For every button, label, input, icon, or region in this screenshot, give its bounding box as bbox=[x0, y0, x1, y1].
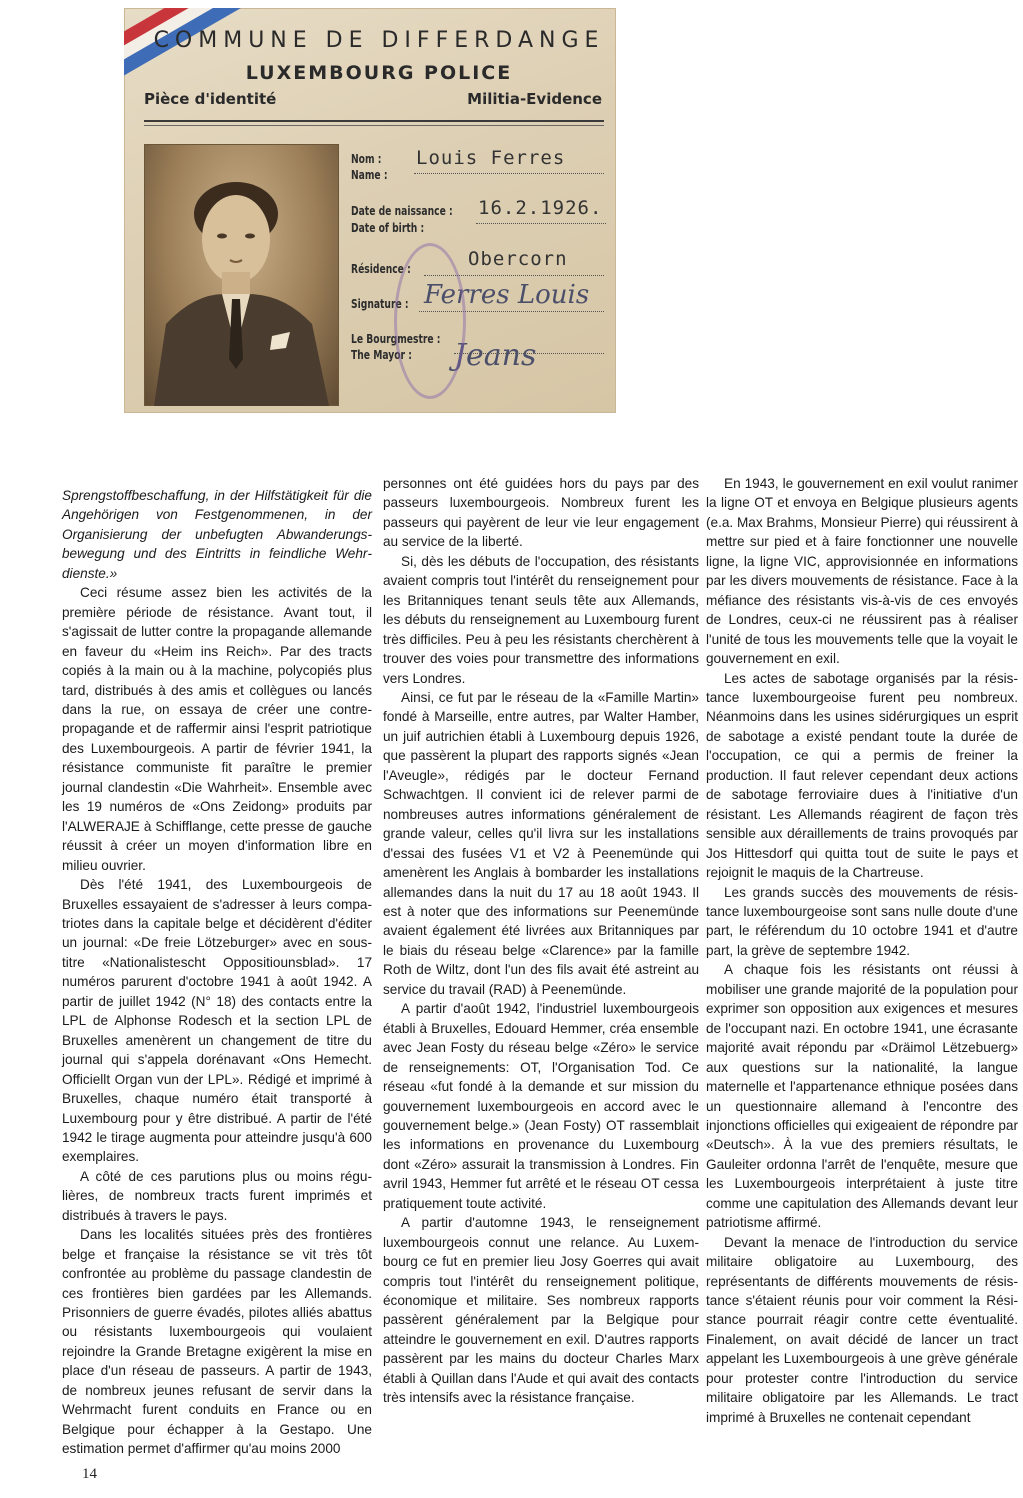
paragraph: Ceci résume assez bien les activités de la première période de résistance. Avant tout, il s'agissait de lutter contre la propagande allemande en faveur du «Heim ins Reich». Par des tracts copiés à la main ou à la machine, polycopiés plus tard, distribués à des amis et collègues ou lancés dans la rue, on essaya de créer une contre-propagande et de raffermir ainsi l'esprit patriotique des Luxembourgeois. A partir de février 1941, la résistance communiste fit paraître le premier journal clandestin «Die Wahrheit». Ensemble avec les 19 numéros de «Ons Zeidong» produits par l'ALWERAJE à Schifflange, cette presse de gauche réussit à créer un moyen d'information libre en milieu ouvrier. bbox=[62, 585, 372, 873]
official-stamp-icon bbox=[394, 243, 466, 399]
paragraph: Dès l'été 1941, des Luxembourgeois de Bruxelles essayaient de s'adresser à leurs compatriotes dans la capitale belge et décidèrent d'éditer un journal: «De freie Lötzeburger» avec en sous-titre «Nationalistescht Oppositiounsblad». 17 numéros parurent d'octobre 1941 à août 1942. A partir de juillet 1942 (N° 18) des contacts entre la LPL de Alphonse Rodesch et la section LPL de Bruxelles amenèrent un changement de titre du journal qui s'appela dorénavant «Ons Hemecht. Officiellt Organ vun der LPL». Rédigé et imprimé à Bruxelles, chaque numéro était transporté à Luxembourg pour y être distribué. A partir de l'été 1942 le tirage augmenta pour atteindre jusqu'à 600 exemplaires. bbox=[62, 877, 372, 1165]
article-column-1 bbox=[62, 486, 372, 1459]
dotted-line bbox=[476, 222, 606, 224]
paragraph: Ainsi, ce fut par le réseau de la «Famille Martin» fondé à Marseille, entre autres, par Walter Hamber, un juif autrichien établi à Luxembourg depuis 1926, que passèrent la plupart des rapports signés «Jean l'Aveugle», rédigés par le docteur Fernand Schwachtgen. Il convient ici de relever parmi de nombreuses autres informations généralement de grande valeur, celles qu'il livra sur les installations d'essai des fusées V1 et V2 à Peenemünde qui amenèrent les Anglais à bombarder les installations allemandes dans la nuit du 17 au 18 août 1943. Il est à noter que des informations sur Peenemünde avaient également été livrées aux Britanniques par le biais du réseau belge «Clarence» par la famille Roth de Wiltz, dont l'un des fils avait été astreint au service du travail (RAD) à Peenemünde. bbox=[383, 689, 699, 997]
paragraph: En 1943, le gouvernement en exil voulut ranimer la ligne OT et envoya en Belgique plusieurs agents (e.a. Max Brahms, Monsieur Pierre) qui réussirent à mettre sur pied et à faire fonctionner une nouvelle ligne, la ligne VIC, approvisionnée en informations par les divers mouvements de résistance. Face à la méfiance des résistants vis-à-vis de ces envoyés de Londres, ceux-ci ne réussirent pas à réaliser l'unité de tous les mouvements telle que la voyait le gouvernement en exil. bbox=[706, 476, 1019, 667]
paragraph: Sprengstoffbeschaffung, in der Hilfstätigkeit für die Angehörigen von Festgenommenen, in der Organisierung der unbefugten Abwanderungsbewegung und des Eintritts in feindliche Wehrdienste.» bbox=[62, 488, 372, 581]
card-right-subtitle: Militia-Evidence bbox=[467, 90, 602, 108]
paragraph: Dans les localités situées près des frontières belge et française la résistance se vit très tôt confrontée au problème du passage clandestin de ces frontières bien gardées par les Allemands. Prisonniers de guerre évadés, pilotes alliés abattus ou résistants luxembourgeois qui voulaient rejoindre la Grande Bretagne exigèrent la mise en place d'un réseau de passeurs. A partir de 1943, de nombreux jeunes refusant de servir dans la Wehrmacht furent conduits en France ou en Belgique pour échapper à la Gestapo. Une estimation permet d'affirmer qu'au moins 2000 bbox=[62, 1227, 372, 1457]
paragraph: Les grands succès des mouvements de résistance luxembourgeoise sont sans nulle doute d'une part, le référendum du 10 octobre 1941 et d'autre part, la grève de septembre 1942. bbox=[706, 884, 1018, 958]
paragraph: A côté de ces parutions plus ou moins régulières, de nombreux tracts furent imprimés et distribués à travers le pays. bbox=[62, 1168, 372, 1223]
article-column-3 bbox=[706, 474, 1018, 1427]
card-left-subtitle: Pièce d'identité bbox=[144, 90, 277, 108]
label-residence: Résidence : bbox=[351, 262, 411, 276]
paragraph: A partir d'automne 1943, le renseignement luxembourgeois connut une relance. Au Luxembourg ce fut en premier lieu Josy Goerres qui avait compris tout l'intérêt du renseignement politique, économique et militaire. Ses nombreux rapports passèrent généralement par la Belgique pour atteindre le gouvernement en exil. D'autres rapports passèrent par les mains du docteur Charles Marx établi à Quillan dans l'Aude et qui avait des contacts très intensifs avec la résistance française. bbox=[383, 1215, 699, 1406]
page-number: 14 bbox=[82, 1466, 97, 1482]
dotted-line bbox=[414, 172, 604, 174]
paragraph: Les actes de sabotage organisés par la résistance luxembourgeoise furent peu nombreux. Néanmoins dans les usines sidérurgiques un esprit de sabotage a existé pendant toute la durée de l'occupation, ce qui a permis de freiner la production. Il faut relever cependant deux actions de sabotage ferroviaire dues à l'initiative d'un résistant. Les Allemands réagirent de façon très sensible aux déraillements de trains provoqués par Jos Hittesdorf qui quitta tout de suite le pays et rejoignit le maquis de la Chartreuse. bbox=[706, 670, 1018, 881]
mayor-signature: Jeans bbox=[454, 338, 537, 373]
card-divider-thin bbox=[144, 125, 604, 126]
value-residence: Obercorn bbox=[468, 248, 568, 270]
label-dob: Date de naissance : bbox=[351, 204, 453, 218]
id-card-photo bbox=[124, 8, 616, 413]
label-signature: Signature : bbox=[351, 297, 409, 311]
label-dob-en: Date of birth : bbox=[351, 221, 425, 235]
label-bourgmestre: Le Bourgmestre : bbox=[351, 332, 441, 346]
paragraph: Si, dès les débuts de l'occupation, des résistants avaient compris tout l'intérêt du renseignement pour les Britanniques tenant seuls tête aux Allemands, les débuts du renseignement au Luxembourg furent très difficiles. Peu à peu les résistants cherchèrent à trouver des voies pour transmettre des informations vers Londres. bbox=[383, 553, 699, 686]
label-name: Name : bbox=[351, 168, 388, 182]
card-commune-title: COMMUNE DE DIFFERDANGE bbox=[153, 28, 605, 53]
value-dob: 16.2.1926. bbox=[478, 197, 603, 219]
paragraph: personnes ont été guidées hors du pays par des passeurs luxembourgeois. Nombreux furent les passeurs qui payèrent de leur vie leur engagement au service de la liberté. bbox=[383, 476, 699, 550]
card-divider bbox=[144, 120, 604, 122]
label-mayor: The Mayor : bbox=[351, 348, 412, 362]
portrait-photo bbox=[144, 144, 339, 406]
paragraph: A chaque fois les résistants ont réussi à mobiliser une grande majorité de la population pour exprimer son opposition aux exigences et mesures de l'occupant nazi. En octobre 1941, une écrasante majorité avait répondu par «Dräimol Lëtzebuerg» aux questions sur la nationalité, la langue maternelle et l'appartenance ethnique posées dans un questionnaire allemand à l'encontre des injonctions officielles qui exigeaient de répondre par «Deutsch». À la vue des premiers résultats, le Gauleiter ordonna l'arrêt de l'enquête, mesure que les Luxembourgeois interprétaient à juste titre comme une capitulation des Allemands devant leur patriotisme affirmé. bbox=[706, 962, 1018, 1231]
holder-signature: Ferres Louis bbox=[424, 280, 590, 310]
article-column-2 bbox=[383, 474, 699, 1408]
portrait-figure bbox=[144, 144, 339, 406]
paragraph: Devant la menace de l'introduction du service militaire obligatoire au Luxembourg, des représentants de différents mouvements de résistance s'étaient réunis pour voir comment la Résistance pourrait réagir contre cette éventualité. Finalement, on avait décidé de lancer un tract appelant les Luxembourgeois à une grève générale pour protester contre l'introduction du service militaire obligatoire par les Allemands. Le tract imprimé à Bruxelles ne contenait cependant bbox=[706, 1234, 1018, 1425]
paragraph: A partir d'août 1942, l'industriel luxembourgeois établi à Bruxelles, Edouard Hemmer, créa ensemble avec Jean Fosty du réseau belge «Zéro» le service de renseignements: OT, l'Organisation Tod. Ce réseau «fut fondé à la demande et sur mission du gouvernement luxembourgeois en accord avec le gouvernement belge.» (Jean Fosty) OT rassemblait les informations en provenance du Luxembourg dont «Zéro» assurait la transmission à Londres. Fin avril 1943, Hemmer fut arrêté et le réseau OT cessa pratiquement toute activité. bbox=[383, 1001, 699, 1211]
label-nom: Nom : bbox=[351, 152, 382, 166]
card-police-title: LUXEMBOURG POLICE bbox=[245, 62, 513, 84]
dotted-line bbox=[454, 352, 604, 354]
value-name: Louis Ferres bbox=[416, 147, 566, 169]
